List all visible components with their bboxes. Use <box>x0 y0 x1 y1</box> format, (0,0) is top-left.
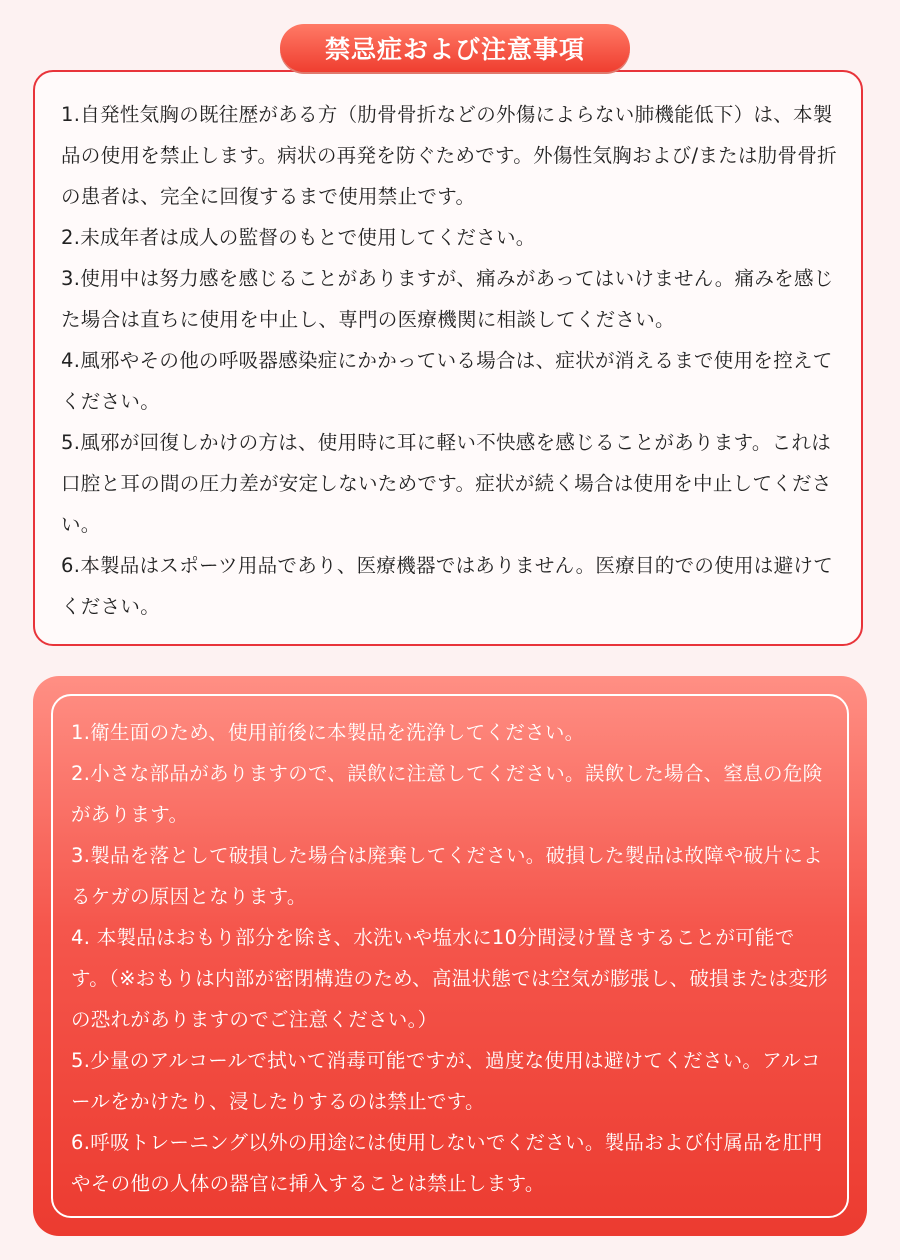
contraindication-item: 3.使用中は努力感を感じることがありますが、痛みがあってはいけません。痛みを感じた場合は直ちに使用を中止し、専門の医療機関に相談してください。 <box>61 267 834 331</box>
precaution-item: 3.製品を落として破損した場合は廃棄してください。破損した製品は故障や破片によるケガの原因となります。 <box>71 844 823 908</box>
precautions-inner-frame <box>51 694 849 1218</box>
contraindication-item: 4.風邪やその他の呼吸器感染症にかかっている場合は、症状が消えるまで使用を控えてください。 <box>61 349 833 413</box>
precaution-item: 2.小さな部品がありますので、誤飲に注意してください。誤飲した場合、窒息の危険があります。 <box>71 762 823 826</box>
contraindication-item: 5.風邪が回復しかけの方は、使用時に耳に軽い不快感を感じることがあります。これは口腔と耳の間の圧力差が安定しないためです。症状が続く場合は使用を中止してください。 <box>61 431 832 536</box>
contraindications-box <box>33 70 863 646</box>
contraindication-item: 1.自発性気胸の既往歴がある方（肋骨骨折などの外傷によらない肺機能低下）は、本製品の使用を禁止します。病状の再発を防ぐためです。外傷性気胸および/または肋骨骨折の患者は、完全に回復するまで使用禁止です。 <box>61 103 837 208</box>
contraindication-item: 6.本製品はスポーツ用品であり、医療機器ではありません。医療目的での使用は避けてください。 <box>61 554 833 618</box>
precaution-item: 1.衛生面のため、使用前後に本製品を洗浄してください。 <box>71 721 585 744</box>
precaution-item: 5.少量のアルコールで拭いて消毒可能ですが、過度な使用は避けてください。アルコールをかけたり、浸したりするのは禁止です。 <box>71 1049 821 1113</box>
precaution-item: 4. 本製品はおもり部分を除き、水洗いや塩水に10分間浸け置きすることが可能です。（※おもりは内部が密閉構造のため、高温状態では空気が膨張し、破損または変形の恐れがありますのでご注意ください。） <box>71 926 828 1031</box>
precautions-box <box>33 676 867 1236</box>
section-title: 禁忌症および注意事項 <box>280 24 630 72</box>
contraindication-item: 2.未成年者は成人の監督のもとで使用してください。 <box>61 226 536 249</box>
precaution-item: 6.呼吸トレーニング以外の用途には使用しないでください。製品および付属品を肛門やその他の人体の器官に挿入することは禁止します。 <box>71 1131 823 1195</box>
